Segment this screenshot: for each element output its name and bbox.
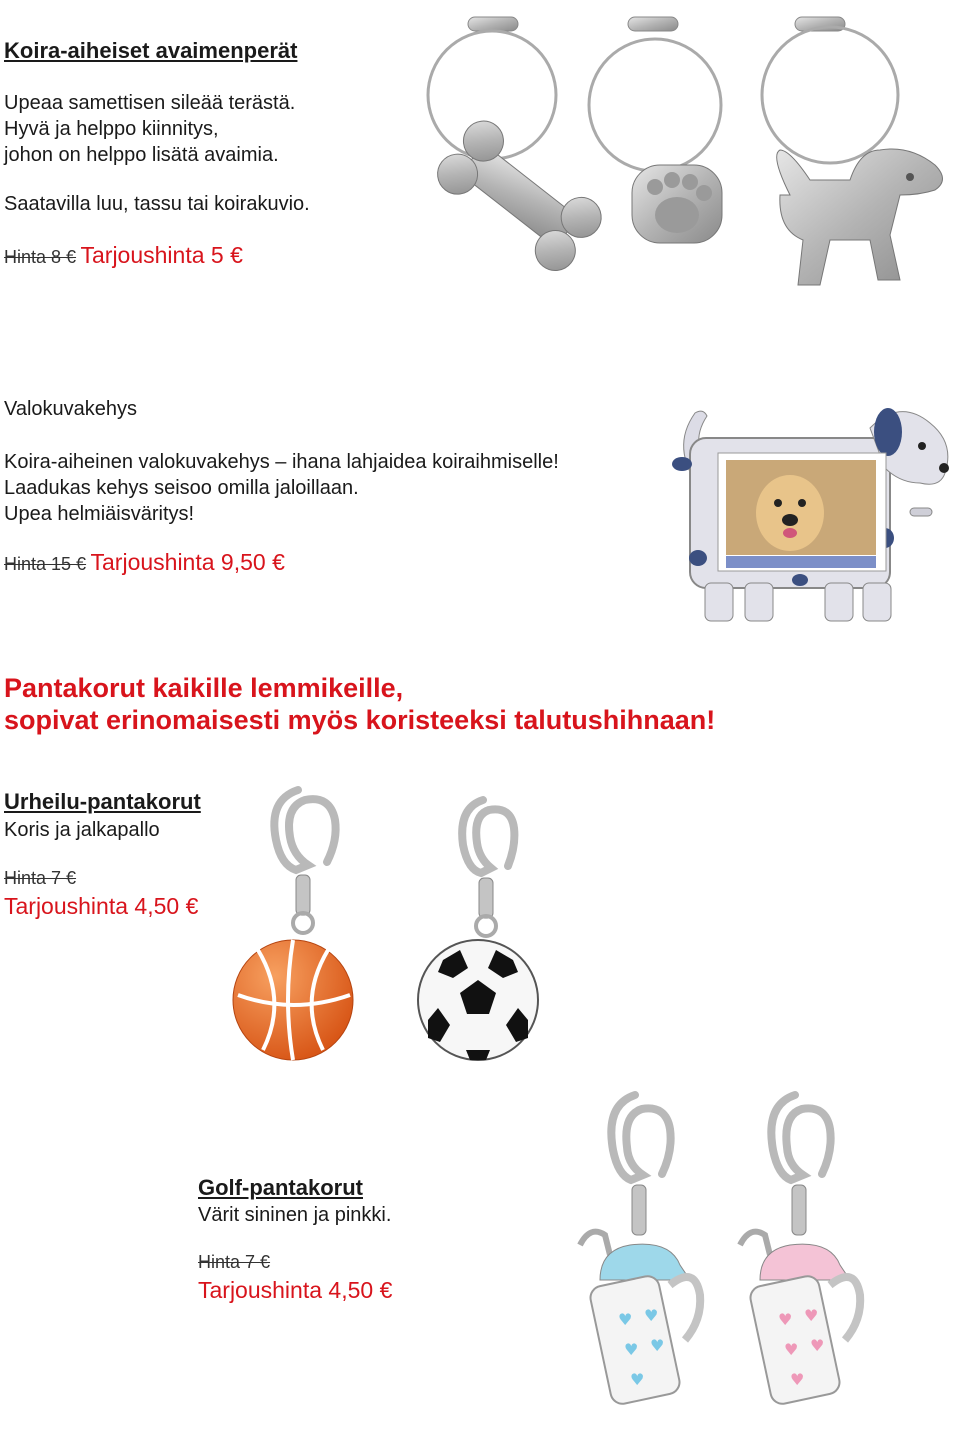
frame-desc bbox=[4, 449, 559, 527]
offer-price: Tarjoushinta 9,50 € bbox=[90, 549, 285, 575]
dog-photo-frame-icon bbox=[660, 398, 955, 633]
frame-desc-line: Laadukas kehys seisoo omilla jaloillaan. bbox=[4, 477, 359, 499]
sport-desc: Koris ja jalkapallo bbox=[4, 819, 160, 841]
frame-price bbox=[4, 549, 285, 576]
keychains-price bbox=[4, 242, 243, 269]
basketball-charm-icon bbox=[233, 790, 353, 1060]
svg-text:♥: ♥ bbox=[790, 1370, 805, 1389]
golf-desc: Värit sininen ja pinkki. bbox=[198, 1204, 392, 1226]
svg-text:♥: ♥ bbox=[630, 1370, 645, 1389]
keychains-desc-line: johon on helppo lisätä avaimia. bbox=[4, 144, 279, 166]
svg-text:♥: ♥ bbox=[650, 1336, 665, 1355]
golf-charms-image bbox=[560, 1085, 880, 1430]
svg-text:♥: ♥ bbox=[778, 1310, 793, 1329]
keychains-variants: Saatavilla luu, tassu tai koirakuvio. bbox=[4, 193, 310, 215]
svg-text:♥: ♥ bbox=[624, 1340, 639, 1359]
keychains-image bbox=[410, 5, 955, 300]
charms-heading-line: Pantakorut kaikille lemmikeille, bbox=[4, 673, 404, 703]
soccer-charm-icon bbox=[418, 800, 538, 1060]
charms-heading bbox=[4, 672, 715, 736]
svg-text:♥: ♥ bbox=[804, 1306, 819, 1325]
sport-offer-price: Tarjoushinta 4,50 € bbox=[4, 893, 199, 919]
golf-pink-charm-icon bbox=[740, 1095, 860, 1406]
svg-text:♥: ♥ bbox=[784, 1340, 799, 1359]
svg-text:♥: ♥ bbox=[810, 1336, 825, 1355]
svg-text:♥: ♥ bbox=[644, 1306, 659, 1325]
keychains-desc-line: Upeaa samettisen sileää terästä. bbox=[4, 92, 296, 114]
svg-text:♥: ♥ bbox=[618, 1310, 633, 1329]
frame-desc-line: Upea helmiäisväritys! bbox=[4, 503, 195, 525]
offer-price: Tarjoushinta 5 € bbox=[80, 242, 243, 268]
frame-desc-line: Koira-aiheinen valokuvakehys – ihana lahjaidea koiraihmiselle! bbox=[4, 451, 559, 473]
keychains-title: Koira-aiheiset avaimenperät bbox=[4, 38, 298, 63]
golf-blue-charm-icon bbox=[580, 1095, 700, 1406]
dog-keychain-icon bbox=[762, 17, 943, 285]
sport-charms-image bbox=[228, 780, 548, 1070]
sport-title: Urheilu-pantakorut bbox=[4, 789, 201, 814]
golf-old-price: Hinta 7 € bbox=[198, 1252, 271, 1272]
frame-title: Valokuvakehys bbox=[4, 398, 138, 420]
golf-title: Golf-pantakorut bbox=[198, 1175, 363, 1200]
golf-offer-price: Tarjoushinta 4,50 € bbox=[198, 1277, 393, 1303]
old-price: Hinta 8 € bbox=[4, 247, 77, 267]
keychains-desc bbox=[4, 90, 295, 168]
bone-keychain-icon bbox=[428, 17, 609, 279]
old-price: Hinta 15 € bbox=[4, 554, 87, 574]
charms-heading-line: sopivat erinomaisesti myös koristeeksi talutushihnaan! bbox=[4, 705, 716, 735]
keychains-desc-line: Hyvä ja helppo kiinnitys, bbox=[4, 118, 219, 140]
sport-old-price: Hinta 7 € bbox=[4, 868, 77, 888]
paw-keychain-icon bbox=[589, 17, 722, 243]
